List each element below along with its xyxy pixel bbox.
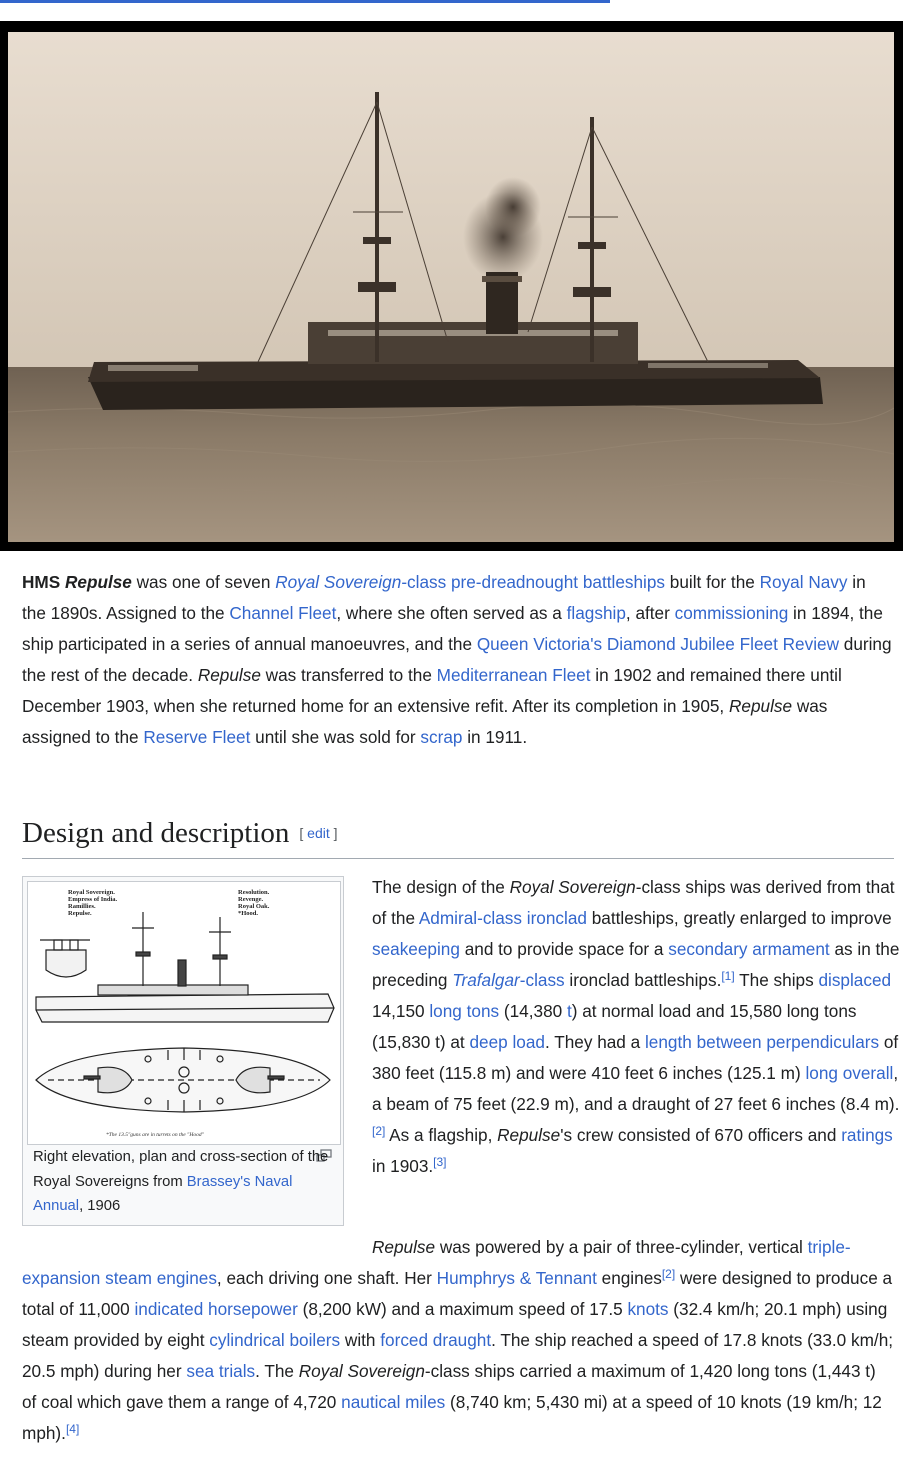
link-displaced[interactable]: displaced [818,970,892,990]
link-commissioning[interactable]: commissioning [674,603,789,623]
link-flagship[interactable]: flagship [566,603,626,623]
edit-link[interactable]: edit [307,825,330,841]
link-deep-load[interactable]: deep load [469,1032,545,1052]
citation-2[interactable]: [2] [372,1124,386,1138]
citation-4[interactable]: [4] [65,1422,80,1436]
link-trafalgar-class[interactable]: Trafalgar-class [452,970,565,990]
diagram-label-left-3: Ramillies. [68,903,96,910]
link-mediterranean-fleet[interactable]: Mediterranean Fleet [436,665,591,685]
link-tonne[interactable]: t [566,1001,572,1021]
diagram-label-left-2: Empress of India. [68,896,118,903]
ship-diagram-image[interactable] [27,881,341,1145]
article-subject-prefix: HMS [22,572,61,592]
link-sea-trials[interactable]: sea trials [186,1361,256,1381]
link-diamond-jubilee-review[interactable]: Queen Victoria's Diamond Jubilee Fleet Review [476,634,839,654]
diagram-label-right-1: Resolution. [238,889,270,896]
lead-paragraph: HMS Repulse was one of seven Royal Sovereign-class pre-dreadnought battleships built for the Royal Navy in the 1890s. Assigned to the Channel Fleet, where she often served as a flagship, after commissioning in 1894, the ship participated in a series of annual manoeuvres, and the Queen Victoria's Diamond Jubilee Fleet Review during the rest of the decade. Repulse was transferred to the Mediterranean Fleet in 1902 and remained there until December 1903, when she returned home for an extensive refit. After its completion in 1905, Repulse was assigned to the Reserve Fleet until she was sold for scrap in 1911. [22,572,892,747]
figure-caption: Right elevation, plan and cross-section of the Royal Sovereigns from Brassey's Naval Annual, 1906 [33,1149,329,1214]
section-title: Design and description [22,817,290,849]
link-length-between-perpendiculars[interactable]: length between perpendiculars [644,1032,880,1052]
link-scrap[interactable]: scrap [420,727,463,747]
article-subject-name: Repulse [64,572,132,592]
link-long-overall[interactable]: long overall [805,1063,894,1083]
link-reserve-fleet[interactable]: Reserve Fleet [143,727,251,747]
propulsion-paragraph: Repulse was powered by a pair of three-cylinder, vertical triple-expansion steam engines, each driving one shaft. Her Humphrys & Tennant engines[2] were designed to produce a total of 11,000 indicated horsepower (8,200 kW) and a maximum speed of 17.5 knots (32.4 km/h; 20.1 mph) using steam provided by eight cylindrical boilers with forced draught. The ship reached a speed of 17.8 knots (33.0 km/h; 20.5 mph) during her sea trials. The Royal Sovereign-class ships carried a maximum of 1,420 long tons (1,443 t) of coal which gave them a range of 4,720 nautical miles (8,740 km; 5,430 mi) at a speed of 10 knots (19 km/h; 12 mph).[4] [22,1237,894,1443]
link-admiral-class-ironclad[interactable]: Admiral-class ironclad [418,908,587,928]
diagram-label-left-4: Repulse. [68,910,92,917]
link-indicated-horsepower[interactable]: indicated horsepower [134,1299,298,1319]
link-humphrys-tennant[interactable]: Humphrys & Tennant [436,1268,597,1288]
diagram-label-right-2: Revenge. [238,896,264,903]
hero-photo-frame [0,21,903,551]
section-heading-design [22,812,894,859]
link-seakeeping[interactable]: seakeeping [372,939,460,959]
diagram-label-right-4: *Hood. [238,910,259,917]
citation-1[interactable]: [1] [721,969,735,983]
figure-thumbnail [22,876,344,1226]
link-cylindrical-boilers[interactable]: cylindrical boilers [209,1330,341,1350]
top-link-underline [0,0,610,3]
link-royal-sovereign-class[interactable]: Royal Sovereign-class pre-dreadnought battleships [275,572,666,592]
diagram-label-right-3: Royal Oak. [238,903,270,910]
link-knots[interactable]: knots [627,1299,669,1319]
link-long-tons[interactable]: long tons [429,1001,500,1021]
citation-2b[interactable]: [2] [661,1267,676,1281]
link-ratings[interactable]: ratings [841,1125,893,1145]
hero-ship-photo[interactable] [8,32,894,542]
link-triple-expansion-steam-engines[interactable]: triple-expansion steam engines [22,1237,851,1288]
diagram-footnote: *The 13.5"guns are in turrets on the "Hood" [106,1132,204,1138]
diagram-label-left-1: Royal Sovereign. [68,889,115,896]
link-channel-fleet[interactable]: Channel Fleet [229,603,337,623]
citation-3[interactable]: [3] [433,1155,447,1169]
link-brasseys-naval-annual[interactable]: Brassey's Naval Annual [33,1173,293,1214]
edit-section: [ edit ] [299,825,338,841]
design-paragraph: The design of the Royal Sovereign-class ships was derived from that of the Admiral-class ironclad battleships, greatly enlarged to improve seakeeping and to provide space for a secondary armament as in the preceding Trafalgar-class ironclad battleships.[1] The ships displaced 14,150 long tons (14,380 t) at normal load and 15,580 long tons (15,830 t) at deep load. They had a length between perpendiculars of 380 feet (115.8 m) and were 410 feet 6 inches (125.1 m) long overall, a beam of 75 feet (22.9 m), and a draught of 27 feet 6 inches (8.4 m).[2] As a flagship, Repulse's crew consisted of 670 officers and ratings in 1903.[3] [372,877,900,1176]
link-royal-navy[interactable]: Royal Navy [759,572,848,592]
link-nautical-miles[interactable]: nautical miles [341,1392,446,1412]
link-secondary-armament[interactable]: secondary armament [668,939,830,959]
link-forced-draught[interactable]: forced draught [380,1330,492,1350]
